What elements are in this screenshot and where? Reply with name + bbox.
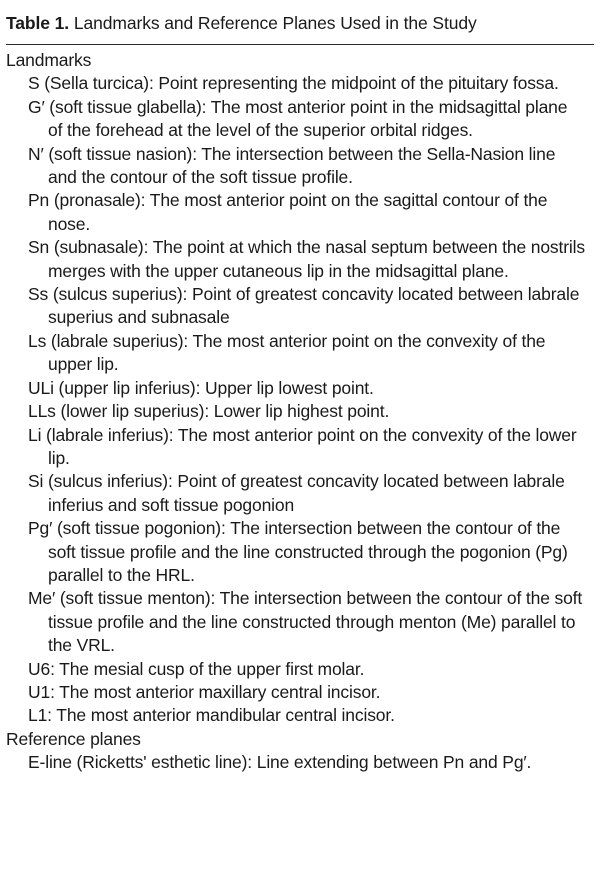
landmark-entry-me: Me′ (soft tissue menton): The intersection between the contour of the soft tissue profile and the line constructed through menton (Me) parallel to the VRL. — [28, 588, 583, 656]
landmark-entry-n: N′ (soft tissue nasion): The intersection between the Sella-Nasion line and the contour of the soft tissue profile. — [28, 143, 556, 188]
landmark-entry-g: G′ (soft tissue glabella): The most anterior point in the midsagittal plane of the forehead at the level of the superior orbital ridges. — [28, 96, 568, 141]
table-caption — [0, 0, 600, 36]
landmark-entry-si: Si (sulcus inferius): Point of greatest concavity located between labrale inferius and soft tissue pogonion — [28, 471, 565, 515]
landmark-entry-sn: Sn (subnasale): The point at which the nasal septum between the nostrils merges with the upper cutaneous lip in the midsagittal plane. — [28, 237, 585, 281]
table-title: Landmarks and Reference Planes Used in the Study — [73, 13, 477, 33]
landmark-entry-lls: LLs (lower lip superius): Lower lip highest point. — [28, 401, 390, 422]
table-body — [0, 45, 600, 775]
landmark-entry-pn: Pn (pronasale): The most anterior point on the sagittal contour of the nose. — [28, 190, 548, 234]
table-label: Table 1. — [6, 13, 70, 33]
landmark-entry-ls: Ls (labrale superius): The most anterior point on the convexity of the upper lip. — [28, 330, 546, 375]
section-heading-landmarks: Landmarks — [6, 50, 92, 70]
reference-plane-entry-e-line: E-line (Ricketts' esthetic line): Line extending between Pn and Pg′. — [28, 752, 532, 773]
section-heading-reference-planes: Reference planes — [6, 728, 141, 749]
landmark-entry-s: S (Sella turcica): Point representing the midpoint of the pituitary fossa. — [28, 73, 559, 94]
landmark-entry-pg: Pg′ (soft tissue pogonion): The intersection between the contour of the soft tissue profile and the line constructed through the pogonion (Pg) parallel to the HRL. — [28, 518, 568, 585]
landmark-entry-li: Li (labrale inferius): The most anterior point on the convexity of the lower lip. — [28, 424, 577, 468]
landmark-entry-u1: U1: The most anterior maxillary central incisor. — [28, 681, 381, 702]
landmark-entry-uli: ULi (upper lip inferius): Upper lip lowest point. — [28, 377, 374, 398]
landmark-entry-ss: Ss (sulcus superius): Point of greatest concavity located between labrale superius and subnasale — [28, 284, 580, 328]
landmark-entry-u6: U6: The mesial cusp of the upper first molar. — [28, 658, 365, 679]
landmark-entry-l1: L1: The most anterior mandibular central incisor. — [28, 705, 395, 726]
